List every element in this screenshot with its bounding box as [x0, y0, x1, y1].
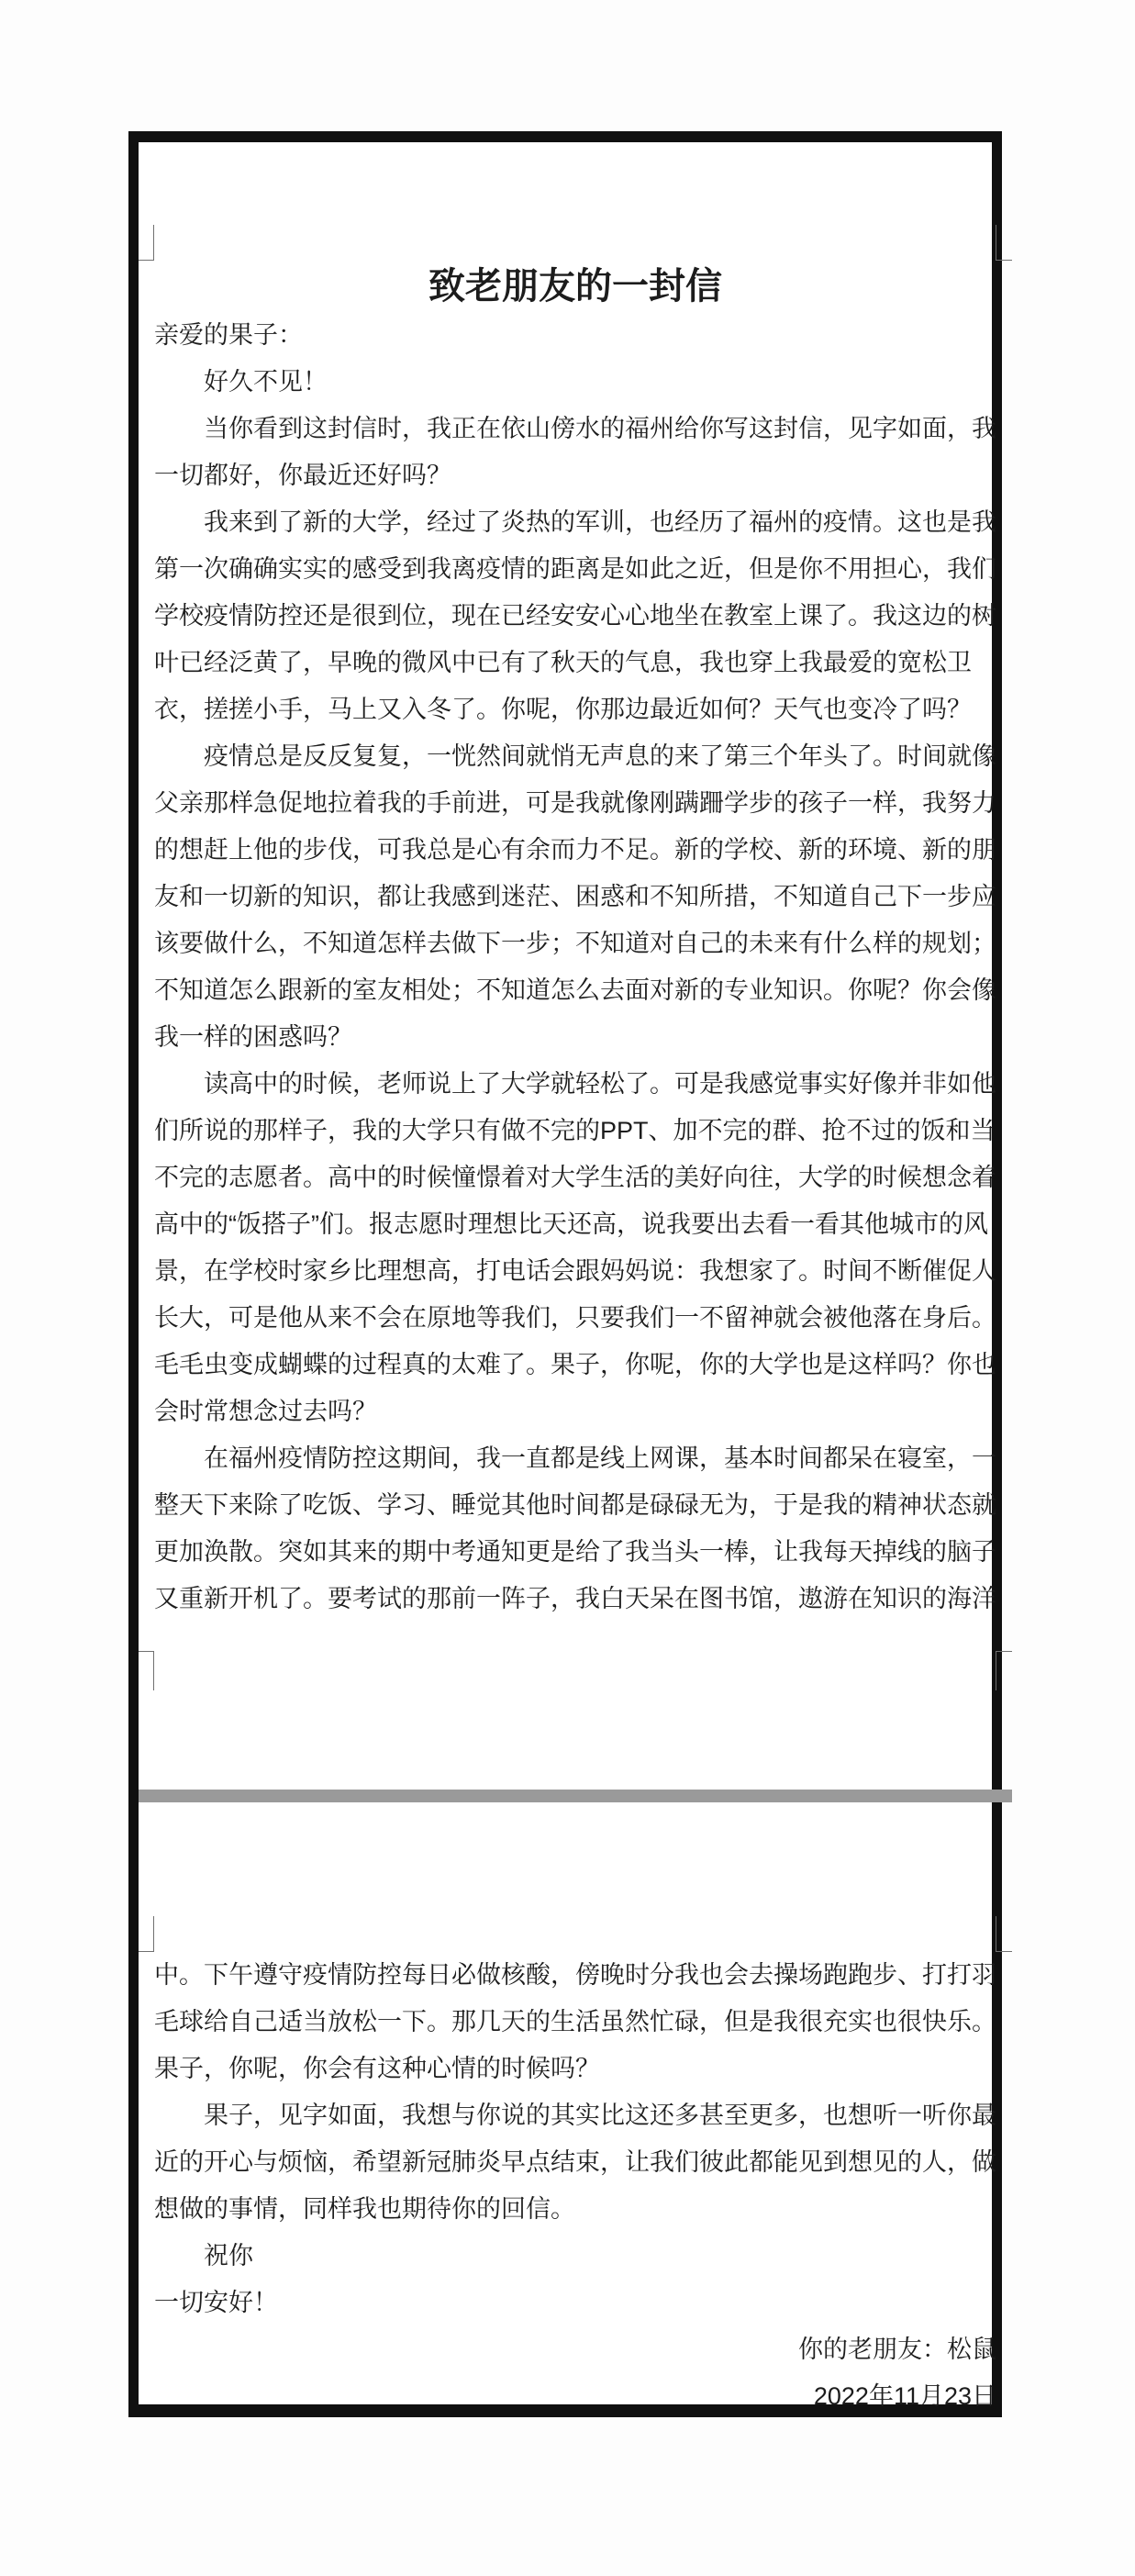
letter-title: 致老朋友的一封信	[428, 266, 722, 307]
letter-line: 不知道怎么跟新的室友相处；不知道怎么去面对新的专业知识。你呢？你会像	[154, 976, 996, 1004]
letter-line: 疫情总是反反复复，一恍然间就悄无声息的来了第三个年头了。时间就像	[204, 742, 996, 770]
letter-line: 近的开心与烦恼，希望新冠肺炎早点结束，让我们彼此都能见到想见的人，做	[154, 2148, 996, 2176]
letter-line: 当你看到这封信时，我正在依山傍水的福州给你写这封信，见字如面，我	[204, 415, 996, 442]
letter-line: 高中的“饭搭子”们。报志愿时理想比天还高，说我要出去看一看其他城市的风	[154, 1210, 988, 1238]
letter-document-frame	[128, 131, 1002, 2417]
letter-line: 又重新开机了。要考试的那前一阵子，我白天呆在图书馆，遨游在知识的海洋	[154, 1585, 996, 1612]
letter-line: 更加涣散。突如其来的期中考通知更是给了我当头一棒，让我每天掉线的脑子	[154, 1538, 996, 1566]
letter-line: 会时常想念过去吗？	[154, 1398, 377, 1425]
letter-page-1	[154, 261, 996, 1623]
letter-line: 中。下午遵守疫情防控每日必做核酸，傍晚时分我也会去操场跑跑步、打打羽	[154, 1961, 996, 1989]
letter-line: 们所说的那样子，我的大学只有做不完的PPT、加不完的群、抢不过的饭和当	[154, 1117, 996, 1144]
letter-wish-body: 一切安好！	[154, 2289, 278, 2316]
letter-line: 第一次确确实实的感受到我离疫情的距离是如此之近，但是你不用担心，我们	[154, 555, 996, 583]
letter-date: 2022年11月23日	[813, 2382, 996, 2410]
text-boundary-mark-page1-top-left	[139, 225, 154, 261]
letter-line: 该要做什么，不知道怎样去做下一步；不知道对自己的未来有什么样的规划；	[154, 930, 996, 957]
letter-line: 友和一切新的知识，都让我感到迷茫、困惑和不知所措，不知道自己下一步应	[154, 883, 996, 910]
text-boundary-mark-page1-top-right	[996, 225, 1012, 261]
letter-line: 在福州疫情防控这期间，我一直都是线上网课，基本时间都呆在寝室，一	[204, 1444, 996, 1472]
letter-line: 不完的志愿者。高中的时候憧憬着对大学生活的美好向往，大学的时候想念着	[154, 1164, 996, 1191]
letter-salutation: 亲爱的果子：	[154, 321, 303, 349]
letter-signature: 你的老朋友：松鼠	[798, 2336, 996, 2363]
letter-line: 一切都好，你最近还好吗？	[154, 462, 451, 489]
letter-line: 毛毛虫变成蝴蝶的过程真的太难了。果子，你呢，你的大学也是这样吗？你也	[154, 1351, 996, 1378]
letter-line: 我来到了新的大学，经过了炎热的军训，也经历了福州的疫情。这也是我	[204, 508, 996, 536]
text-boundary-mark-page1-bottom-right	[996, 1651, 1012, 1690]
letter-line: 想做的事情，同样我也期待你的回信。	[154, 2195, 575, 2223]
letter-line: 果子，你呢，你会有这种心情的时候吗？	[154, 2055, 600, 2082]
letter-line: 果子，见字如面，我想与你说的其实比这还多甚至更多，也想听一听你最	[204, 2102, 996, 2129]
letter-line: 的想赶上他的步伐，可我总是心有余而力不足。新的学校、新的环境、新的朋	[154, 836, 996, 864]
letter-line: 学校疫情防控还是很到位，现在已经安安心心地坐在教室上课了。我这边的树	[154, 602, 996, 630]
letter-line: 景，在学校时家乡比理想高，打电话会跟妈妈说：我想家了。时间不断催促人	[154, 1257, 996, 1285]
letter-line: 衣，搓搓小手，马上又入冬了。你呢，你那边最近如何？天气也变冷了吗？	[154, 696, 972, 723]
letter-line: 父亲那样急促地拉着我的手前进，可是我就像刚蹒跚学步的孩子一样，我努力	[154, 789, 996, 817]
letter-line: 叶已经泛黄了，早晚的微风中已有了秋天的气息，我也穿上我最爱的宽松卫	[154, 649, 972, 676]
letter-line: 读高中的时候，老师说上了大学就轻松了。可是我感觉事实好像并非如他	[204, 1070, 996, 1098]
letter-line: 好久不见！	[204, 368, 328, 396]
text-boundary-mark-page2-top-right	[996, 1916, 1012, 1952]
letter-line: 长大，可是他从来不会在原地等我们，只要我们一不留神就会被他落在身后。	[154, 1304, 996, 1332]
letter-line: 我一样的困惑吗？	[154, 1023, 352, 1051]
letter-wish: 祝你	[204, 2242, 253, 2269]
text-boundary-mark-page2-top-left	[139, 1916, 154, 1952]
letter-line: 毛球给自己适当放松一下。那几天的生活虽然忙碌，但是我很充实也很快乐。	[154, 2008, 996, 2035]
page-break-divider	[139, 1790, 1012, 1802]
text-boundary-mark-page1-bottom-left	[139, 1651, 154, 1690]
letter-page-2	[154, 1952, 996, 2420]
letter-line: 整天下来除了吃饭、学习、睡觉其他时间都是碌碌无为，于是我的精神状态就	[154, 1491, 996, 1519]
